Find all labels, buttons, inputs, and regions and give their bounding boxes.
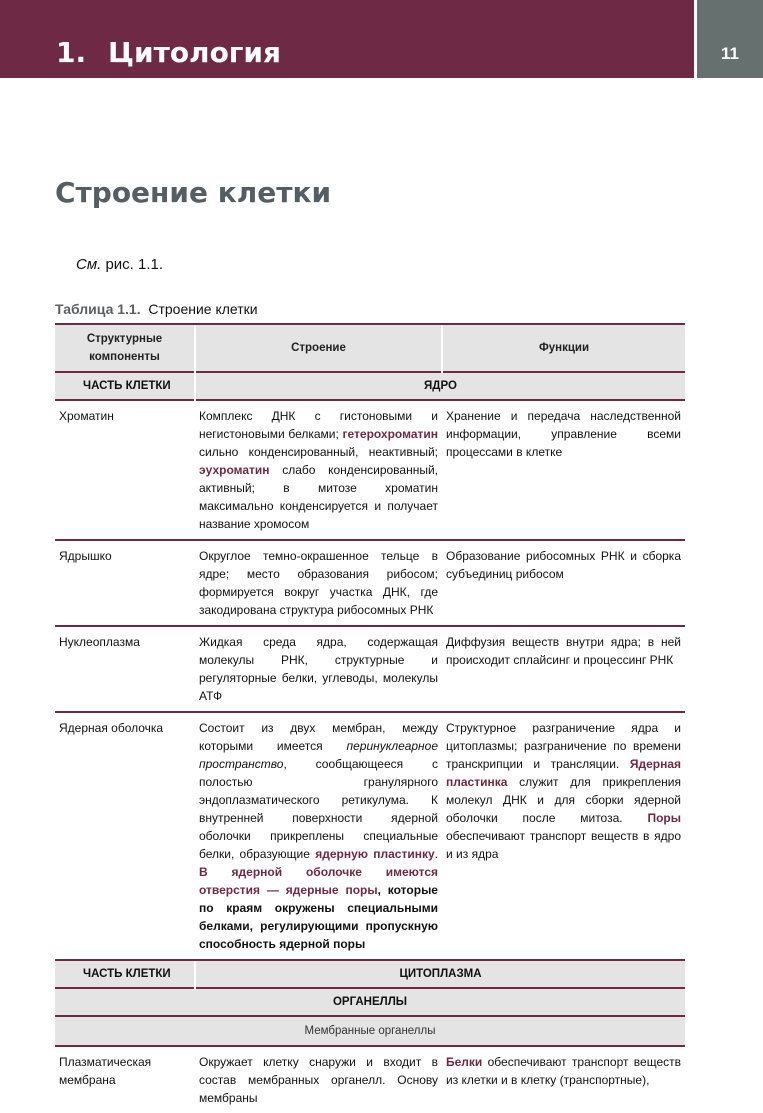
row-name: Хроматин (55, 400, 195, 540)
row-function: Структурное разграничение ядра и цитоплазмы; разграничение по времени транскрипции и трансляции. Ядерная пластинка служит для прикрепления молекул ДНК и для сборки ядерной оболочки после митоза. Поры обеспечивают транспорт веществ в ядро и из ядра (442, 712, 685, 960)
subsection-membrane-organelles (55, 1016, 685, 1046)
row-function: Хранение и передача наследственной информации, управление всеми процессами в клетке (442, 400, 685, 540)
organelles-label: ОРГАНЕЛЛЫ (55, 988, 685, 1016)
row-function: Диффузия веществ внутри ядра; в ней происходит сплайсинг и процессинг РНК (442, 626, 685, 712)
section-nucleus-label: ЯДРО (195, 372, 685, 400)
section-part-label: ЧАСТЬ КЛЕТКИ (55, 372, 195, 400)
row-structure: Состоит из двух мембран, между которыми имеется перинуклеарное пространство, сообщающееся с полостью гранулярного эндоплазматического ретикулума. К внутренней поверхности ядерной оболочки прикреплены специальные белки, образующие ядерную пластинку. В ядерной оболочке имеются отверстия — ядерные поры, которые по краям окружены специальными белками, регулирующими пропускную способность ядерной поры (195, 712, 442, 960)
table-caption-label: Таблица 1.1. (55, 301, 141, 317)
figure-reference (76, 256, 163, 273)
row-name: Нуклеоплазма (55, 626, 195, 712)
row-function: Белки обеспечивают транспорт веществ из клетки и в клетку (транспортные), (442, 1046, 685, 1113)
section-title: Строение клетки (55, 176, 332, 209)
chapter-header (0, 0, 694, 78)
section-row-nucleus (55, 372, 685, 400)
header-structure: Строение (195, 324, 442, 372)
page-number-box (697, 0, 763, 78)
page-number: 11 (721, 44, 739, 63)
header-functions: Функции (442, 324, 685, 372)
row-structure: Комплекс ДНК с гистоновыми и негистоновыми белками; гетерохроматин сильно конденсированный, неактивный; эухроматин слабо конденсированный, активный; в митозе хроматин максимально конденсируется и получает название хромосом (195, 400, 442, 540)
section-row-cytoplasm (55, 960, 685, 988)
header-components: Структурные компоненты (55, 324, 195, 372)
table-row (55, 400, 685, 540)
row-function: Образование рибосомных РНК и сборка субъединиц рибосом (442, 540, 685, 626)
table-caption-text: Строение клетки (148, 301, 258, 317)
table-caption (55, 301, 258, 317)
chapter-title: Цитология (108, 36, 282, 69)
row-name: Ядерная оболочка (55, 712, 195, 960)
see-label: См. (76, 256, 102, 273)
row-structure: Жидкая среда ядра, содержащая молекулы РНК, структурные и регуляторные белки, углеводы, молекулы АТФ (195, 626, 442, 712)
row-name: Ядрышко (55, 540, 195, 626)
row-structure: Округлое темно-окрашенное тельце в ядре; место образования рибосом; формируется вокруг участка ДНК, где закодирована структура рибосомных РНК (195, 540, 442, 626)
reference-text: рис. 1.1. (101, 256, 164, 273)
table-header-row (55, 324, 685, 372)
row-name: Плазматическая мембрана (55, 1046, 195, 1113)
chapter-number: 1. (56, 36, 87, 69)
cell-structure-table (55, 323, 685, 1113)
subsection-organelles (55, 988, 685, 1016)
table-row (55, 712, 685, 960)
table-row (55, 540, 685, 626)
section-cytoplasm-label: ЦИТОПЛАЗМА (195, 960, 685, 988)
membrane-organelles-label: Мембранные органеллы (55, 1016, 685, 1046)
section-part-label: ЧАСТЬ КЛЕТКИ (55, 960, 195, 988)
row-structure: Окружает клетку снаружи и входит в состав мембранных органелл. Основу мембраны (195, 1046, 442, 1113)
table-row (55, 626, 685, 712)
